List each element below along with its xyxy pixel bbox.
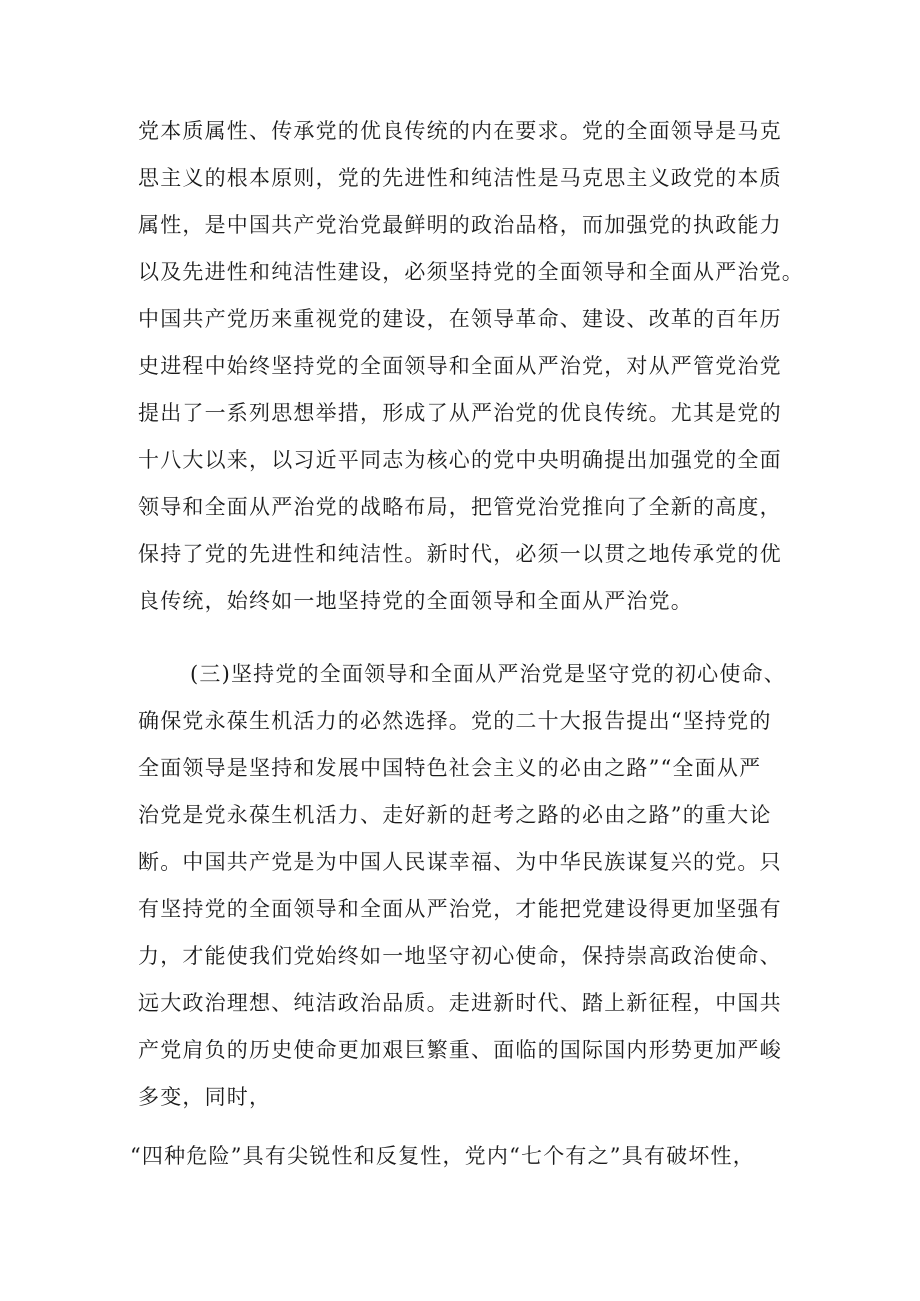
paragraph-1-line-7: 提出了一系列思想举措，形成了从严治党的优良传统。尤其是党的: [138, 401, 782, 425]
paragraph-2-line-11: “四种危险”具有尖锐性和反复性，党内“七个有之”具有破坏性，: [130, 1144, 755, 1168]
paragraph-2-line-1: (三)坚持党的全面领导和全面从严治党是坚守党的初心使命、: [190, 662, 786, 686]
paragraph-1-line-11: 良传统，始终如一地坚持党的全面领导和全面从严治党。: [138, 589, 693, 613]
paragraph-2-line-7: 力，才能使我们党始终如一地坚守初心使命，保持崇高政治使命、: [138, 944, 782, 968]
paragraph-2-line-9: 产党肩负的历史使命更加艰巨繁重、面临的国际国内形势更加严峻: [138, 1038, 782, 1062]
paragraph-1-line-4: 以及先进性和纯洁性建设，必须坚持党的全面领导和全面从严治党。: [138, 260, 804, 284]
paragraph-1-line-9: 领导和全面从严治党的战略布局，把管党治党推向了全新的高度，: [138, 495, 782, 519]
paragraph-1-line-10: 保持了党的先进性和纯洁性。新时代，必须一以贯之地传承党的优: [138, 542, 782, 566]
paragraph-2-line-4: 治党是党永葆生机活力、走好新的赶考之路的必由之路”的重大论: [138, 803, 772, 827]
paragraph-2-line-8: 远大政治理想、纯洁政治品质。走进新时代、踏上新征程，中国共: [138, 991, 782, 1015]
paragraph-2-line-3: 全面领导是坚持和发展中国特色社会主义的必由之路”“全面从严: [138, 756, 762, 780]
paragraph-2-line-2: 确保党永葆生机活力的必然选择。党的二十大报告提出“坚持党的: [138, 709, 772, 733]
paragraph-1-line-5: 中国共产党历来重视党的建设，在领导革命、建设、改革的百年历: [138, 307, 782, 331]
paragraph-1-line-8: 十八大以来，以习近平同志为核心的党中央明确提出加强党的全面: [138, 448, 782, 472]
paragraph-1-line-1: 党本质属性、传承党的优良传统的内在要求。党的全面领导是马克: [138, 119, 782, 143]
paragraph-1-line-6: 史进程中始终坚持党的全面领导和全面从严治党，对从严管党治党: [138, 354, 782, 378]
paragraph-2-line-5: 断。中国共产党是为中国人民谋幸福、为中华民族谋复兴的党。只: [138, 850, 782, 874]
paragraph-2-line-10: 多变，同时，: [138, 1085, 272, 1109]
paragraph-1-line-3: 属性，是中国共产党治党最鲜明的政治品格，而加强党的执政能力: [138, 213, 782, 237]
paragraph-1-line-2: 思主义的根本原则，党的先进性和纯洁性是马克思主义政党的本质: [138, 166, 782, 190]
paragraph-2-line-6: 有坚持党的全面领导和全面从严治党，才能把党建设得更加坚强有: [138, 897, 782, 921]
